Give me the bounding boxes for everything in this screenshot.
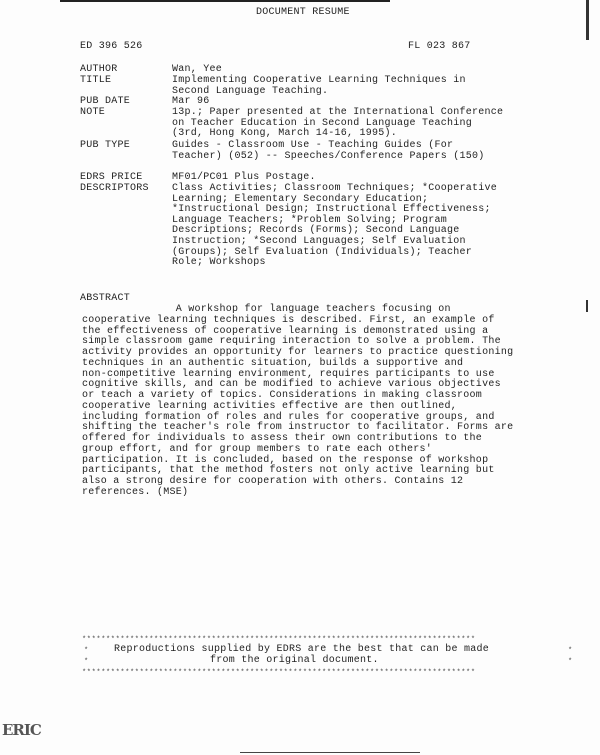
field-label: NOTE [80, 107, 106, 118]
field-label: EDRS PRICE [80, 172, 143, 183]
field-value: Implementing Cooperative Learning Techniques in [172, 75, 466, 86]
star-border: ********************************************************************************** [82, 669, 476, 677]
field-value: MF01/PC01 Plus Postage. [172, 172, 316, 183]
scan-edge-mark [586, 0, 589, 40]
field-label: TITLE [80, 75, 112, 86]
star-border: * [568, 647, 573, 655]
field-label: DESCRIPTORS [80, 183, 149, 194]
field-value: Wan, Yee [172, 64, 223, 75]
abstract-line: cooperative learning activities effective are then outlined, [82, 400, 458, 412]
abstract-line: techniques in an authentic situation, builds a supportive and [82, 357, 464, 369]
field-value: Role; Workshops [172, 257, 266, 269]
field-label: AUTHOR [80, 64, 118, 75]
field-value: Guides - Classroom Use - Teaching Guides (For [172, 140, 454, 151]
star-border: * [84, 658, 89, 666]
scan-border-bottom [240, 752, 420, 753]
star-border: ********************************************************************************** [82, 636, 476, 644]
abstract-line: including formation of roles and rules for cooperative groups, and [82, 411, 495, 423]
abstract-line: cooperative learning techniques is described. First, an example of [82, 314, 495, 326]
field-value: Second Language Teaching. [172, 85, 329, 97]
notice-line: Reproductions supplied by EDRS are the best that can be made [114, 644, 490, 655]
abstract-line: activity provides an opportunity for learners to practice questioning [82, 347, 514, 358]
scan-border-top [60, 0, 390, 2]
field-value: on Teacher Education in Second Language Teaching [172, 117, 473, 129]
abstract-line: participants, that the method fosters not only active learning but [82, 465, 495, 477]
field-value: Teacher) (052) -- Speeches/Conference Papers (150) [172, 150, 485, 162]
field-label: PUB TYPE [80, 140, 131, 151]
field-value: Mar 96 [172, 96, 210, 107]
abstract-line: A workshop for language teachers focusing on [82, 304, 451, 315]
star-border: * [568, 658, 573, 666]
abstract-line: simple classroom game requiring interaction to solve a problem. The [82, 336, 501, 348]
abstract-line: non-competitive learning environment, requires participants to use [82, 368, 495, 380]
abstract-line: references. (MSE) [82, 486, 189, 498]
abstract-line: the effectiveness of cooperative learning is demonstrated using a [82, 325, 489, 337]
abstract-line: cognitive skills, and can be modified to achieve various objectives [82, 379, 501, 391]
abstract-line: group effort, and for group members to rate each others' [82, 443, 433, 455]
abstract-label: ABSTRACT [80, 293, 131, 304]
document-title: DOCUMENT RESUME [256, 7, 350, 18]
field-value: (3rd, Hong Kong, March 14-16, 1995). [172, 128, 398, 140]
field-value: (Groups); Self Evaluation (Individuals); Teacher [172, 246, 473, 258]
abstract-line: also a strong desire for cooperation with others. Contains 12 [82, 476, 464, 487]
ed-number: ED 396 526 [80, 41, 143, 52]
abstract-line: offered for individuals to assess their own contributions to the [82, 433, 483, 444]
field-value: Descriptions; Records (Forms); Second Language [172, 225, 460, 237]
field-value: 13p.; Paper presented at the International Conference [172, 107, 504, 118]
field-value: Language Teachers; *Problem Solving; Program [172, 214, 448, 226]
notice-line: from the original document. [210, 655, 379, 666]
field-value: Learning; Elementary Secondary Education; [172, 193, 429, 205]
eric-logo: ERIC [2, 721, 41, 739]
star-border: * [84, 647, 89, 655]
field-value: Instruction; *Second Languages; Self Evaluation [172, 236, 466, 247]
abstract-line: participation. It is concluded, based on the response of workshop [82, 454, 489, 466]
abstract-line: shifting the teacher's role from instructor to facilitator. Forms are [82, 422, 514, 434]
abstract-line: or teach a variety of topics. Considerations in making classroom [82, 390, 483, 401]
field-value: Class Activities; Classroom Techniques; *Cooperative [172, 183, 498, 194]
fl-number: FL 023 867 [408, 41, 471, 52]
field-label: PUB DATE [80, 96, 131, 107]
field-value: *Instructional Design; Instructional Effectiveness; [172, 204, 491, 216]
scan-edge-mark [586, 300, 588, 312]
